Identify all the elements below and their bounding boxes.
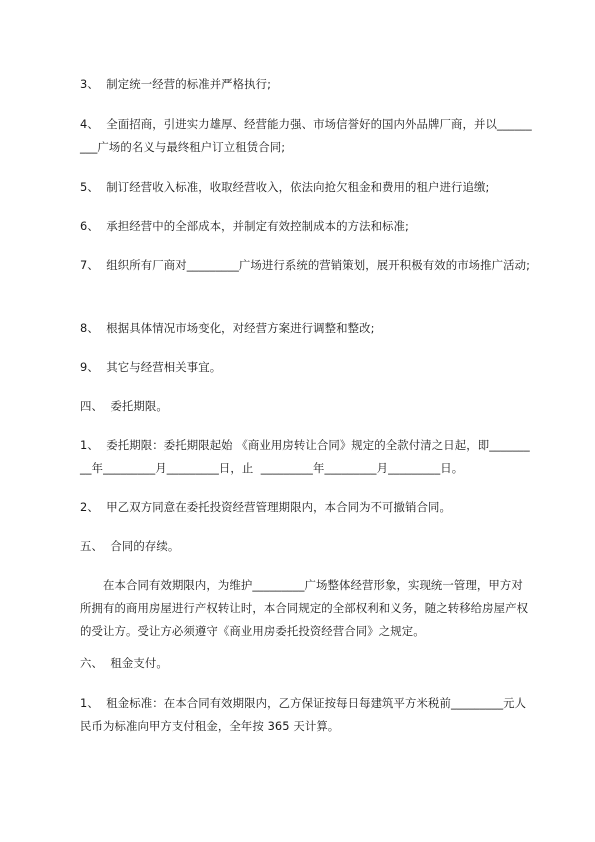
clause-9: 9、 其它与经营相关事宜。 [80,360,222,374]
term-clause-1: 1、 委托期限：委托期限起始 《商业用房转让合同》规定的全款付清之日起，即_________年_________月_________日，止 _________年_________月_________日。 [80,438,530,475]
clause-8: 8、 根据具体情况市场变化，对经营方案进行调整和整改; [80,321,375,335]
section-5-heading: 五、 合同的存续。 [80,539,180,553]
section-6-heading: 六、 租金支付。 [80,656,168,670]
clause-6: 6、 承担经营中的全部成本，并制定有效控制成本的方法和标准; [80,219,409,233]
clause-4: 4、 全面招商，引进实力雄厚、经营能力强、市场信誉好的国内外品牌厂商，并以_________广场的名义与最终租户订立租赁合同; [80,117,532,154]
rent-clause-1: 1、 租金标准：在本合同有效期限内，乙方保证按每日每建筑平方米税前_________元人民币为标准向甲方支付租金，全年按 365 天计算。 [80,696,527,733]
clause-3: 3、 制定统一经营的标准并严格执行; [80,77,272,91]
clause-5: 5、 制订经营收入标准，收取经营收入，依法向抢欠租金和费用的租户进行追缴; [80,180,490,194]
continuation-paragraph: 在本合同有效期限内，为维护_________广场整体经营形象，实现统一管理，甲方对所拥有的商用房屋进行产权转让时，本合同规定的全部权利和义务，随之转移给房屋产权的受让方。受让方必须遵守《商业用房委托投资经营合同》之规定。 [80,578,529,638]
term-clause-2: 2、 甲乙双方同意在委托投资经营管理期限内，本合同为不可撤销合同。 [80,500,451,514]
section-4-heading: 四、 委托期限。 [80,399,168,413]
clause-7: 7、 组织所有厂商对_________广场进行系统的营销策划，展开积极有效的市场推广活动; [80,258,531,272]
